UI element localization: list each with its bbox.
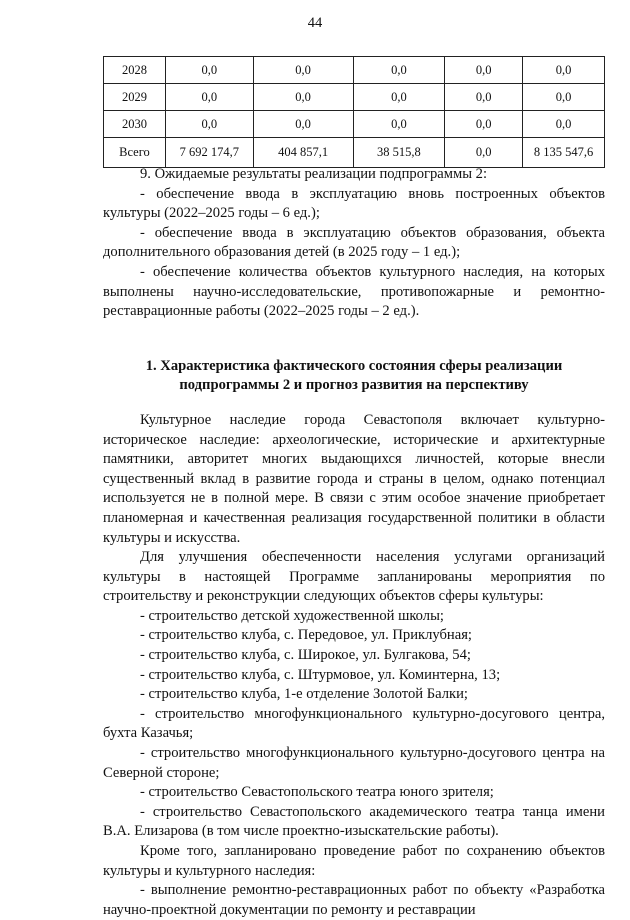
table-cell: 0,0 bbox=[445, 57, 523, 84]
table-cell: 2029 bbox=[104, 84, 166, 111]
section-heading-line-1: 1. Характеристика фактического состояния сферы реализации bbox=[145, 357, 563, 374]
table-row bbox=[104, 111, 605, 138]
table-cell: 404 857,1 bbox=[253, 138, 353, 168]
list-item: - строительство клуба, с. Штурмовое, ул. Коминтерна, 13; bbox=[140, 666, 501, 683]
table-row bbox=[104, 57, 605, 84]
paragraph: Кроме того, запланировано проведение работ по сохранению объектов культуры и культурного наследия: bbox=[103, 843, 605, 879]
paragraph: Для улучшения обеспеченности населения услугами организаций культуры в настоящей Программе запланированы мероприятия по строительству и реконструкции следующих объектов сферы культуры: bbox=[103, 549, 605, 605]
list-item: - обеспечение ввода в эксплуатацию вновь построенных объектов культуры (2022–2025 годы – 6 ед.); bbox=[103, 185, 605, 222]
table-cell: 7 692 174,7 bbox=[165, 138, 253, 168]
table-cell: 0,0 bbox=[253, 57, 353, 84]
list-item: - строительство многофункционального культурно-досугового центра на Северной стороне; bbox=[103, 745, 605, 781]
table-cell: 0,0 bbox=[445, 84, 523, 111]
table-row bbox=[104, 84, 605, 111]
list-item: - строительство клуба, 1-е отделение Золотой Балки; bbox=[140, 686, 468, 703]
table-cell: 0,0 bbox=[353, 84, 445, 111]
table-cell: 2028 bbox=[104, 57, 166, 84]
table-cell: 0,0 bbox=[445, 138, 523, 168]
table-cell: 0,0 bbox=[523, 57, 605, 84]
table-cell: 0,0 bbox=[523, 84, 605, 111]
section-heading bbox=[103, 357, 605, 396]
table-cell: 0,0 bbox=[165, 84, 253, 111]
list-item: - обеспечение ввода в эксплуатацию объектов образования, объекта дополнительного образования детей (в 2025 году – 1 ед.); bbox=[103, 224, 605, 261]
table-row-total bbox=[104, 138, 605, 168]
table-cell: 38 515,8 bbox=[353, 138, 445, 168]
table-cell: 0,0 bbox=[523, 111, 605, 138]
table-cell: 0,0 bbox=[165, 57, 253, 84]
list-item: - строительство Севастопольского театра юного зрителя; bbox=[140, 784, 494, 801]
table-cell: 0,0 bbox=[445, 111, 523, 138]
paragraph: - выполнение ремонтно-реставрационных работ по объекту «Разработка научно-проектной документации по ремонту и реставрации bbox=[103, 882, 605, 918]
list-item: - строительство клуба, с. Широкое, ул. Булгакова, 54; bbox=[140, 647, 471, 664]
list-item: - строительство клуба, с. Передовое, ул. Приклубная; bbox=[140, 627, 472, 644]
list-item: - строительство детской художественной школы; bbox=[140, 607, 444, 624]
table-cell: 0,0 bbox=[353, 111, 445, 138]
table-cell: Всего bbox=[104, 138, 166, 168]
budget-table bbox=[103, 56, 605, 168]
page-number: 44 bbox=[307, 15, 323, 31]
table-cell: 8 135 547,6 bbox=[523, 138, 605, 168]
table-cell: 0,0 bbox=[253, 111, 353, 138]
results-title: 9. Ожидаемые результаты реализации подпрограммы 2: bbox=[140, 166, 488, 182]
list-item: - строительство многофункционального культурно-досугового центра, бухта Казачья; bbox=[103, 705, 605, 742]
list-item: - строительство Севастопольского академического театра танца имени В.А. Елизарова (в том числе проектно-изыскательские работы). bbox=[103, 803, 605, 840]
section-heading-line-2: подпрограммы 2 и прогноз развития на перспективу bbox=[179, 377, 529, 394]
table-cell: 0,0 bbox=[353, 57, 445, 84]
document-body bbox=[103, 165, 605, 920]
table-cell: 2030 bbox=[104, 111, 166, 138]
list-item: - обеспечение количества объектов культурного наследия, на которых выполнены научно-исследовательские, противопожарные и ремонтно-реставрационные работы (2022–2025 годы – 2 ед.). bbox=[103, 263, 605, 320]
table-cell: 0,0 bbox=[165, 111, 253, 138]
paragraph: Культурное наследие города Севастополя включает культурно-историческое наследие: археологические, исторические и архитектурные памятники, авторитет многих выдающихся личностей, которые внесли существенный вклад в развитие города и страны в целом, однако потенциал используется не в полной мере. В связи с этим особое значение приобретает планомерная и качественная реализация государственной политики в области культуры и искусства. bbox=[103, 411, 605, 546]
table-cell: 0,0 bbox=[253, 84, 353, 111]
